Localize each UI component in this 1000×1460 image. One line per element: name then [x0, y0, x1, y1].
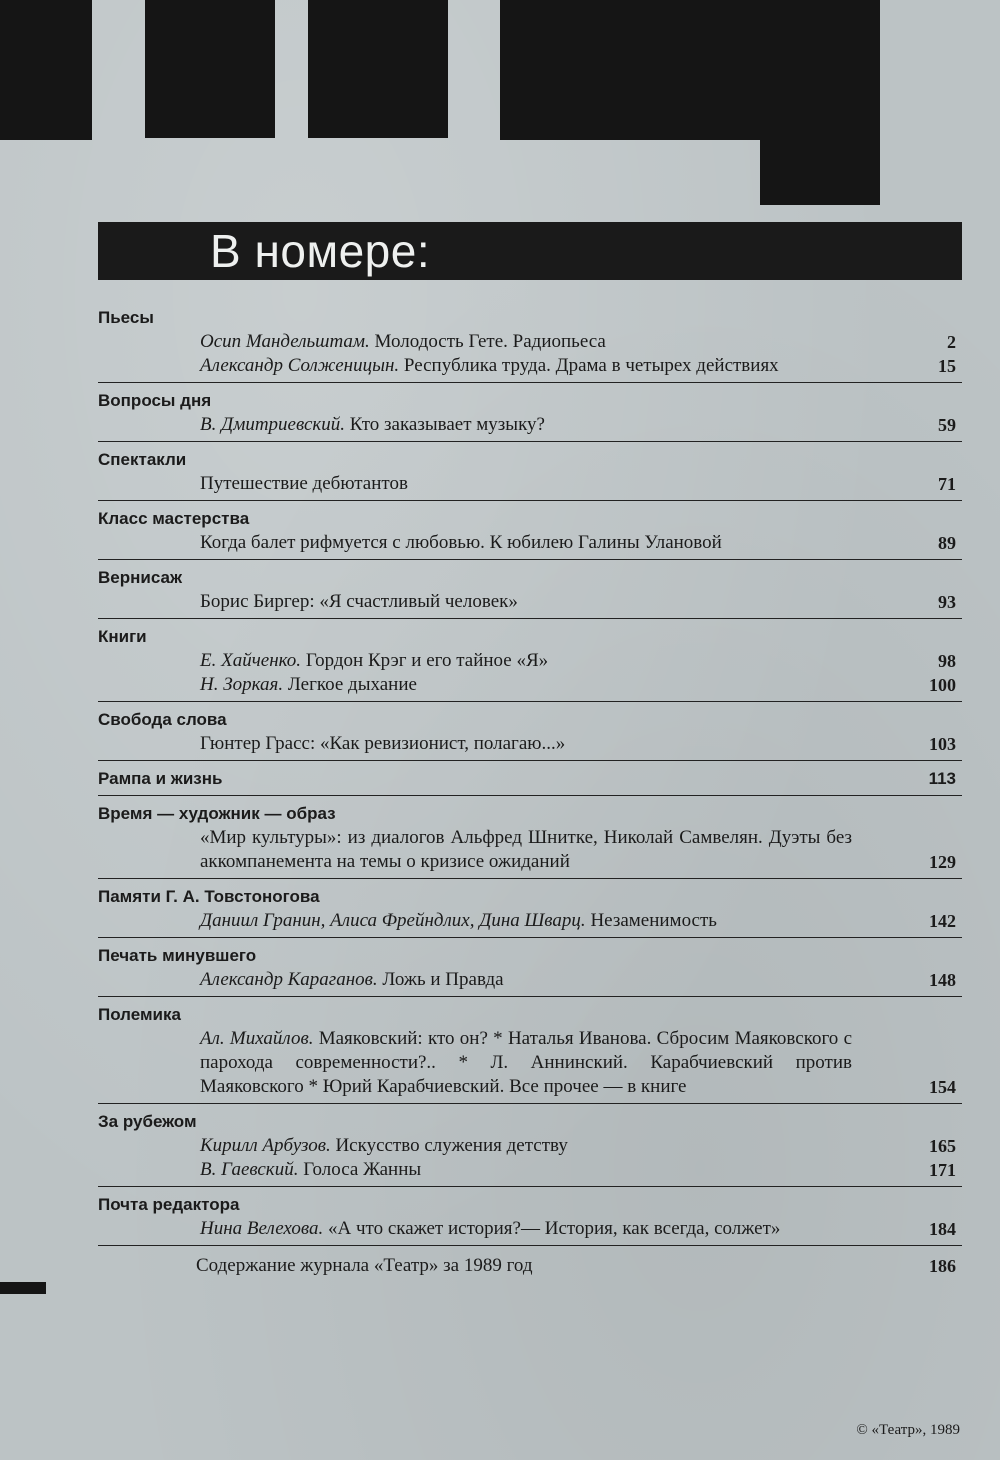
entry-text: [200, 732, 912, 756]
section-title: Печать минувшего: [98, 946, 257, 965]
entry-author: Даниил Гранин, Алиса Фрейндлих, Дина Шварц.: [200, 910, 586, 931]
toc-entry[interactable]: [98, 909, 962, 933]
entry-title: Маяковский: кто он? * Наталья Иванова. Сбросим Маяковского с парохода современности?.. * Л. Аннинский. Карабчиевский против Маяковского * Юрий Карабчиевский. Все прочее — в книге: [200, 1028, 852, 1097]
page-number: 171: [929, 1160, 956, 1180]
toc-entry[interactable]: [98, 354, 962, 378]
page-number: 98: [938, 651, 956, 671]
contents-title: В номере:: [210, 225, 431, 277]
section-heading: [98, 708, 962, 732]
entry-title: Когда балет рифмуется с любовью. К юбилею Галины Улановой: [200, 532, 722, 553]
page-number: 165: [929, 1136, 956, 1156]
entry-text: [200, 1217, 912, 1241]
entry-text: [200, 968, 912, 992]
page-number: 93: [938, 592, 956, 612]
decorative-bar: [0, 1282, 46, 1294]
toc-entry[interactable]: [98, 649, 962, 673]
masthead-logo-part: [0, 0, 92, 140]
entry-title: Гюнтер Грасс: «Как ревизионист, полагаю...»: [200, 733, 566, 754]
table-of-contents: [98, 300, 962, 1278]
entry-text: [200, 413, 912, 437]
entry-text: [200, 1134, 912, 1158]
entry-title: Содержание журнала «Театр» за 1989 год: [196, 1255, 533, 1276]
page-number: 71: [938, 474, 956, 494]
toc-section: [98, 1187, 962, 1246]
entry-title: Ложь и Правда: [382, 969, 504, 990]
section-title: Памяти Г. А. Товстоногова: [98, 887, 320, 906]
entry-title: Борис Биргер: «Я счастливый человек»: [200, 591, 518, 612]
entry-title: Республика труда. Драма в четырех действиях: [403, 355, 779, 376]
masthead-logo-part: [760, 0, 880, 205]
section-heading: [98, 507, 962, 531]
page-number: 15: [938, 356, 956, 376]
masthead-logo-part: [145, 0, 275, 138]
toc-entry[interactable]: [98, 732, 962, 756]
section-heading: [98, 1110, 962, 1134]
toc-entry[interactable]: [98, 413, 962, 437]
entry-title: Гордон Крэг и его тайное «Я»: [305, 650, 549, 671]
toc-section: [98, 501, 962, 560]
toc-entry[interactable]: [98, 1027, 962, 1099]
entry-title: «А что скажет история?— История, как всегда, солжет»: [327, 1218, 781, 1239]
toc-entry[interactable]: [98, 826, 962, 874]
page-number: 89: [938, 533, 956, 553]
entry-title: «Мир культуры»: из диалогов Альфред Шнитке, Николай Самвелян. Дуэты без аккомпанемента на темы о кризисе ожиданий: [200, 827, 852, 872]
section-heading: [98, 1193, 962, 1217]
entry-author: Кирилл Арбузов.: [200, 1135, 331, 1156]
section-title: За рубежом: [98, 1112, 197, 1131]
entry-author: Е. Хайченко.: [200, 650, 302, 671]
section-heading: [98, 625, 962, 649]
page-number: 100: [929, 675, 956, 695]
entry-title: Незаменимость: [590, 910, 717, 931]
section-title: Свобода слова: [98, 710, 227, 729]
toc-entry[interactable]: [98, 1217, 962, 1241]
masthead-logo-part: [500, 0, 760, 140]
entry-text: [200, 909, 912, 933]
page-number: 154: [929, 1077, 956, 1097]
copyright: © «Театр», 1989: [856, 1422, 960, 1438]
section-heading: [98, 306, 962, 330]
section-heading: [98, 566, 962, 590]
entry-author: Ал. Михайлов.: [200, 1028, 314, 1049]
toc-section: [98, 702, 962, 761]
toc-entry[interactable]: [98, 590, 962, 614]
entry-text: [200, 1158, 912, 1182]
section-heading: [98, 767, 962, 791]
entry-title: Голоса Жанны: [303, 1159, 422, 1180]
annual-contents-entry[interactable]: [98, 1254, 962, 1278]
section-title: Вопросы дня: [98, 391, 212, 410]
toc-section: [98, 1104, 962, 1187]
entry-title: Искусство служения детству: [335, 1135, 568, 1156]
toc-section: [98, 300, 962, 383]
toc-entry[interactable]: [98, 1158, 962, 1182]
toc-entry[interactable]: [98, 472, 962, 496]
section-title: Спектакли: [98, 450, 187, 469]
masthead-logo-part: [308, 0, 448, 138]
section-title: Вернисаж: [98, 568, 183, 587]
toc-section: [98, 619, 962, 702]
page-number: 184: [929, 1219, 956, 1239]
entry-author: Александр Солженицын.: [200, 355, 400, 376]
entry-text: [200, 590, 912, 614]
entry-text: [200, 826, 912, 874]
entry-text: [200, 673, 912, 697]
section-title: Почта редактора: [98, 1195, 240, 1214]
toc-entry[interactable]: [98, 1134, 962, 1158]
entry-text: [200, 649, 912, 673]
toc-entry[interactable]: [98, 330, 962, 354]
section-title: Пьесы: [98, 308, 154, 327]
entry-text: [200, 354, 912, 378]
section-title: Книги: [98, 627, 147, 646]
toc-section: [98, 879, 962, 938]
entry-author: Александр Караганов.: [200, 969, 378, 990]
section-heading: [98, 802, 962, 826]
entry-title: Легкое дыхание: [287, 674, 417, 695]
entry-text: [200, 531, 912, 555]
toc-entry[interactable]: [98, 531, 962, 555]
page-number: 186: [929, 1256, 956, 1276]
toc-section: [98, 997, 962, 1104]
section-heading: [98, 389, 962, 413]
toc-section: [98, 442, 962, 501]
entry-text: [200, 1027, 912, 1099]
section-heading: [98, 885, 962, 909]
entry-author: Осип Мандельштам.: [200, 331, 370, 352]
section-title: Полемика: [98, 1005, 181, 1024]
page-number: 142: [929, 911, 956, 931]
section-heading: [98, 448, 962, 472]
section-title: Класс мастерства: [98, 509, 250, 528]
entry-author: Нина Велехова.: [200, 1218, 324, 1239]
entry-title: Кто заказывает музыку?: [349, 414, 545, 435]
toc-entry[interactable]: [98, 673, 962, 697]
toc-section: [98, 761, 962, 796]
entry-title: Путешествие дебютантов: [200, 473, 408, 494]
entry-author: В. Дмитриевский.: [200, 414, 346, 435]
page-number: 103: [929, 734, 956, 754]
page-number: 113: [928, 769, 956, 788]
page-number: 59: [938, 415, 956, 435]
section-heading: [98, 944, 962, 968]
page-number: 148: [929, 970, 956, 990]
page-number: 2: [947, 332, 956, 352]
entry-text: [200, 330, 912, 354]
toc-entry[interactable]: [98, 968, 962, 992]
toc-section: [98, 560, 962, 619]
entry-author: В. Гаевский.: [200, 1159, 299, 1180]
toc-section: [98, 938, 962, 997]
entry-author: Н. Зоркая.: [200, 674, 284, 695]
entry-title: Молодость Гете. Радиопьеса: [374, 331, 606, 352]
section-title: Рампа и жизнь: [98, 769, 223, 788]
section-title: Время — художник — образ: [98, 804, 336, 823]
toc-section: [98, 796, 962, 879]
section-heading: [98, 1003, 962, 1027]
page-number: 129: [929, 852, 956, 872]
entry-text: [200, 472, 912, 496]
toc-section: [98, 383, 962, 442]
